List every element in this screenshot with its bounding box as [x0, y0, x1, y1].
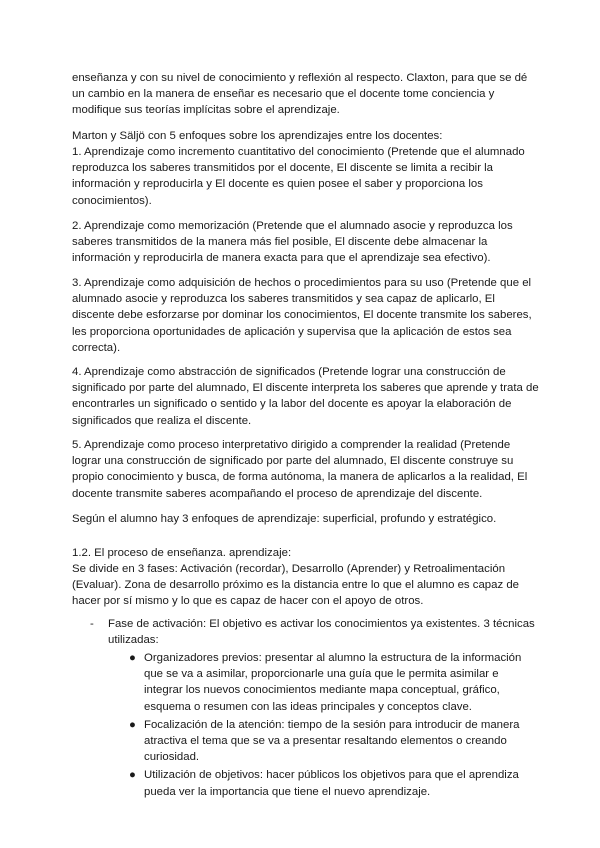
- text-line: lograr una construcción de significado por parte del alumnado, El discente construye su: [72, 455, 514, 468]
- section-heading: 1.2. El proceso de enseñanza. aprendizaje:: [72, 547, 292, 559]
- learning-approaches: Según el alumno hay 3 enfoques de aprendizaje: superficial, profundo y estratégico.: [72, 513, 497, 525]
- text-line: atractiva el tema que se va a presentar resaltando elementos o creando: [144, 735, 507, 748]
- text-line: correcta).: [72, 341, 121, 354]
- text-line: (Evaluar). Zona de desarrollo próximo es la distancia entre lo que el alumno es capaz de: [72, 579, 520, 592]
- text-line: esquema o resumen con las ideas principales y conceptos clave.: [144, 700, 472, 713]
- approach-5: [72, 437, 528, 502]
- text-line: significados que realiza el discente.: [72, 414, 252, 427]
- approach-2: [72, 218, 518, 267]
- text-line: Utilización de objetivos: hacer públicos los objetivos para que el aprendiza: [144, 769, 519, 782]
- dash-marker: -: [90, 618, 94, 630]
- text-line: 5. Aprendizaje como proceso interpretativo dirigido a comprender la realidad (Pretende: [72, 439, 511, 451]
- text-line: información y reproducirla de manera exacta para que el aprendizaje sea efectivo).: [72, 252, 491, 265]
- bullet-icon: ●: [129, 718, 136, 731]
- text-line: alumnado asocie y reproduzca los saberes transmitidos y sea capaz de aplicarlo, El: [72, 293, 495, 306]
- text-line: Fase de activación: El objetivo es activar los conocimientos ya existentes. 3 técnicas: [108, 618, 535, 630]
- text-line: significado por parte del alumnado, El discente interpreta los saberes que aprende y trata de: [72, 382, 539, 395]
- text-line: 3. Aprendizaje como adquisición de hechos o procedimientos para su uso (Pretende que el: [72, 277, 532, 289]
- intro-paragraph: [72, 70, 528, 119]
- text-line: curiosidad.: [144, 751, 200, 764]
- text-line: Se divide en 3 fases: Activación (recordar), Desarrollo (Aprender) y Retroalimentación: [72, 563, 506, 575]
- text-line: propio conocimiento y busca, de forma autónoma, la manera de aplicarlos a la realidad, El: [72, 471, 528, 484]
- bullet-icon: ●: [129, 652, 136, 664]
- phases-paragraph: [72, 561, 518, 610]
- approach-3: [72, 275, 532, 356]
- approach-1: [72, 144, 525, 209]
- text-line: saberes transmitidos de la manera más fiel posible, El discente debe almacenar la: [72, 236, 488, 249]
- text-line: pueda ver la importancia que tiene el nuevo aprendizaje.: [144, 785, 431, 798]
- text-line: les proporciona oportunidades de aplicación y supervisa que la aplicación de estos sea: [72, 325, 512, 338]
- text-line: encontrarles un significado o sentido y la labor del docente es apoyar la elaboración de: [72, 398, 512, 411]
- marton-heading: Marton y Säljö con 5 enfoques sobre los aprendizajes entre los docentes:: [72, 130, 443, 142]
- text-line: conocimientos).: [72, 194, 152, 207]
- text-line: Focalización de la atención: tiempo de la sesión para introducir de manera: [144, 718, 520, 731]
- text-line: utilizadas:: [108, 634, 159, 647]
- text-line: docente transmite saberes acompañando el proceso de aprendizaje del discente.: [72, 487, 483, 500]
- text-line: hacer por sí mismo y lo que es capaz de hacer con el apoyo de otros.: [72, 595, 424, 608]
- text-line: enseñanza y con su nivel de conocimiento y reflexión al respecto. Claxton, para que se dé: [72, 72, 528, 84]
- text-line: 4. Aprendizaje como abstracción de significados (Pretende lograr una construcción de: [72, 366, 506, 378]
- text-line: 2. Aprendizaje como memorización (Pretende que el alumnado asocie y reproduzca los: [72, 220, 513, 232]
- technique-list: [129, 650, 534, 802]
- text-line: integrar los nuevos conocimientos mediante mapa conceptual, gráfico,: [144, 684, 500, 697]
- text-line: reproduzca los saberes transmitidos por el docente, El discente se limita a recibir la: [72, 162, 494, 175]
- approach-4: [72, 364, 539, 429]
- text-line: modifique sus teorías implícitas sobre el aprendizaje.: [72, 104, 340, 117]
- text-line: 1. Aprendizaje como incremento cuantitativo del conocimiento (Pretende que el alumnado: [72, 146, 525, 158]
- text-line: que se va a asimilar, proporcionarle una guía que le permita asimilar e: [144, 668, 499, 681]
- activation-phase: [108, 616, 535, 648]
- text-line: Organizadores previos: presentar al alumno la estructura de la información: [144, 652, 522, 664]
- text-line: información y reproducirla y El docente es quien posee el saber y proporciona los: [72, 178, 483, 191]
- text-line: discente debe esforzarse por dominar los conocimientos, El docente transmite los saberes,: [72, 309, 532, 322]
- bullet-icon: ●: [129, 769, 136, 782]
- list-item: [129, 767, 534, 799]
- list-item: [129, 650, 534, 715]
- text-line: un cambio en la manera de enseñar es necesario que el docente tome conciencia y: [72, 88, 495, 101]
- list-item: [129, 717, 534, 766]
